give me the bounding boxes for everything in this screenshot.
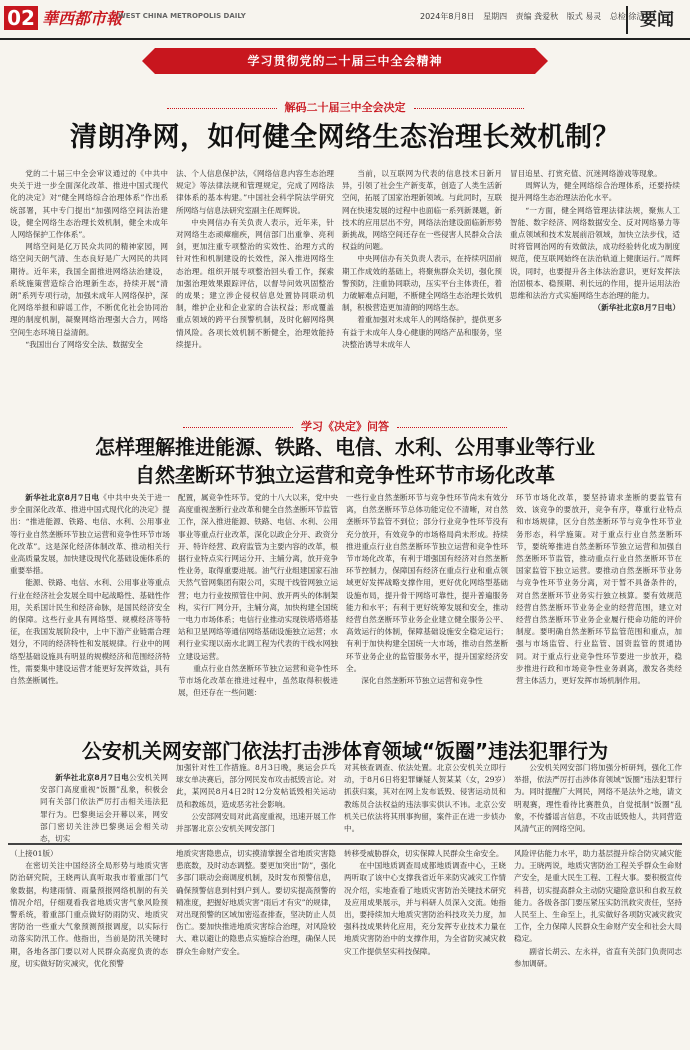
- article4-column-4: 风险评估能力水平，助力基层提升综合防灾减灾能力。王晓两说，地质灾害防治工程关乎群众生命财产安全，是重大民生工程、工程大事。要积极宣传科普，切实提高群众主动防灾避险意识和自救互救能力。各级各部门要压紧压实防汛救灾责任，坚持人民至上、生命至上，扎实做好各项防灾减灾救灾工作，全力保障人民群众生命财产安全和社会大局稳定。 副省长胡云、左永祥，省直有关部门负责同志参加调研。: [514, 849, 682, 968]
- article2-kicker: 学习《决定》问答: [0, 418, 690, 434]
- newspaper-logo: 華西都市報: [42, 9, 123, 28]
- article3-dateline: 新华社北京8月7日电: [55, 773, 130, 782]
- issue-weekday: 星期四: [483, 12, 508, 21]
- page-number: 02: [4, 6, 38, 30]
- article3-column-2: 加强针对性工作措施。8月3日晚，奥运会乒乓球女单决赛后，部分网民发布攻击抵毁言论。对此，某网民8月4日2时12分发帖诋毁相关运动员和教练员，造成恶劣社会影响。 公安部网安局对此高度重视，迅速开展工作并部署北京公安机关网安部门: [176, 763, 336, 834]
- topic-banner: 学习贯彻党的二十届三中全会精神: [155, 48, 535, 74]
- article2-title: 怎样理解推进能源、铁路、电信、水利、公用事业等行业 自然垄断环节独立运营和竞争性环节市场化改革: [95, 435, 595, 487]
- issue-meta: [420, 11, 650, 22]
- article1-column-1: 党的二十届三中全会审议通过的《中共中央关于进一步全面深化改革、推进中国式现代化的决定》对“健全网络综合治理体系”作出系统部署，其中专门提出“加强网络空间法治建设，健全网络生态治理长效机制，健全未成年人网络保护工作体系”。 网络空间是亿万民众共同的精神家园，网络空间天朗气清、生态良好是广大网民的共同期待。近年来，我国全面推进网络法治建设，系统施策营造综合治理新生态，持续开展“清朗”系列专项行动，加强未成年人网络保护，深化网络举报和辟谣工作，不断优化社会协同治理的制度机制，凝聚网络治理强大合力，网络空间生态环境日益清朗。 “我国出台了网络安全法、数据安全: [10, 169, 168, 349]
- article3-title: 公安机关网安部门依法打击涉体育领域“饭圈”违法犯罪行为: [81, 739, 609, 763]
- article3-column-4: 公安机关网安部门将加强分析研判，强化工作举措，依法严厉打击涉体育领域“饭圈”违法犯罪行为。同时提醒广大网民，网络不是法外之地，请文明观赛，理性看待比赛胜负，自觉抵制“饭圈”乱象，不传播谣言信息，不攻击诋毁他人，共同营造风清气正的网络空间。: [514, 763, 682, 834]
- article1-kicker: 解码二十届三中全会决定: [0, 99, 690, 115]
- article2-column-1: 新华社北京8月7日电《中共中央关于进一步全面深化改革、推进中国式现代化的决定》提出：“推进能源、铁路、电信、水利、公用事业等行业自然垄断环节独立运营和竞争性环节市场化改革”。这是深化经济体制改革、推动相关行业高质量发展，加快建设现代化基础设施体系的重要举措。 能源、铁路、电信、水利、公用事业等重点行业在经济社会发展全局中起战略性、基础性作用，关系国计民生和经济命脉，是国民经济安全的保障。这些行业具有网络型、规模经济等特征，在我国发展阶段中，上中下游产业链需合理划分，不同的经济特性和发展规律。行业中的网络型基础设施具有明显的规模经济和范围经济特性，需要集中建设运营才能更好发挥效益，具有自然垄断属性。: [10, 493, 171, 686]
- page-header: [0, 0, 690, 40]
- article1-column-4: 冒目追星、打赏充值、沉迷网络游戏等现象。 周辉认为，健全网络综合治理体系，还要持续提升网络生态治理法治化水平。 “一方面，健全网络管理法律法规，聚焦人工智能、数字经济、网络数据安全、反对网络暴力等重点领域和技术发展前沿领域，加快立法步伐，适时将管网治网的有效做法，成功经验转化成为制度规范，使互联网始终在法治轨道上健康运行。”周辉说，同时，也要提升各主体法治意识，更好发挥法治固根本、稳预期、利长远的作用，提升运用法治思维和法治方式实施网络生态治理的能力。 （新华社北京8月7日电）: [510, 168, 680, 408]
- layout-editor: 版式 易灵: [566, 12, 602, 21]
- article1-column-3: 当前，以互联网为代表的信息技术日新月异，引领了社会生产新变革，创造了人类生活新空间，拓展了国家治理新领域。与此同时，互联网在快速发展的过程中也面临一系列新课题，新技术的应用层出不穷，网络法治建设面临新形势新挑战，网络空间还存在一些侵害人民群众合法权益的问题。 中央网信办有关负责人表示，在持续巩固前期工作成效的基础上，将聚焦群众关切，强化预警预防，注重协同联动，压实平台主体责任，着力破解难点问题，不断健全网络生态治理长效机制，积极营造更加清朗的网络生态。 着重加强对未成年人的网络保护，提供更多有益于未成年人身心健康的网络产品和服务，坚决整治诱导未成年人: [342, 169, 502, 349]
- article2-column-3: 一些行业自然垄断环节与竞争性环节尚未有效分离，自然垄断环节总体功能定位不清晰，对自然垄断环节监管不到位；部分行业竞争性环节没有充分放开，有效竞争的市场格局尚未形成。持续推进重点行业自然垄断环节独立运营和竞争性环节市场化改革，有利于增强国有经济对自然垄断环节控制力，保障国有经济在重点行业和重点领域更好发挥战略支撑作用，更好优化网络型基础设施布局，提升骨干网络可靠性，提升普遍服务能力和水平；有利于更好统筹发展和安全，推动经营自然垄断环节业务企业建立健全服务公平、高效运行的体制，保障基础设施安全稳定运行；有利于加快构建全国统一大市场，推动自然垄断环节业务企业的监管服务水平，提升国家经济安全。 深化自然垄断环节独立运营和竞争性: [346, 493, 508, 686]
- newspaper-logo-en: WEST CHINA METROPOLIS DAILY: [118, 12, 246, 20]
- article4-column-2: 地质灾害隐患点，切实摸清掌握全省地质灾害隐患底数，及时动态调整。要更加突出“防”，强化多部门联动会商调度机制，及时发布预警信息，确保预警信息到村到户到人。要切实提高预警的精准度，把握好地质灾害“雨后才有灾”的规律，对出现预警的区域加密巡查排查，坚决防止人员伤亡。要加快推进地质灾害综合治理，对风险较大、难以避让的隐患点实施综合治理，确保人民群众生命财产安全。: [176, 849, 336, 956]
- article1-title: 清朗净网，如何健全网络生态治理长效机制？: [70, 122, 620, 153]
- section-divider: [8, 843, 682, 845]
- section-name: 要闻: [626, 6, 686, 34]
- article2-dateline: 新华社北京8月7日电: [25, 493, 100, 502]
- article1-column-2: 法、个人信息保护法，《网络信息内容生态治理规定》等法律法规和管理规定，完成了网络法律体系的基本构建。”中国社会科学院法学研究所网络与信息法研究室副主任周辉说。 中央网信办有关负责人表示，近年来，针对网络生态顽瘴痼疾，网信部门出重拳、亮利剑，更加注重专项整治的实效性、治理方式的针对性和机制建设的长效性，深入推进网络生态治理。组织开展专项整治回头看工作，探索加强治理效果跟踪评估，以督导问效巩固整治的成果；建立涉企侵权信息处置协同联动机制，维护企业和企业家的合法权益；形成覆盖重点领域的跨平台预警机制，及时化解网络舆情风险。各项长效机制不断健全，治理效能持续提升。: [176, 169, 334, 349]
- article2-column-2: 配置，属竞争性环节。党的十八大以来，党中央高度重视垄断行业改革和健全自然垄断环节监管工作，深入推进能源、铁路、电信、水利、公用事业等重点行业改革，深化以政企分开、政资分开、特许经营、政府监管为主要内容的改革，根据行业特点实行网运分开、主辅分离，放开竞争性业务，取得重要进展。油气行业组建国家石油天然气管网集团有限公司，实现干线管网独立运营；电力行业按照管住中间、放开两头的体制架构，实行厂网分开，主辅分离，加快构建全国统一电力市场体系；电信行业推动实现铁塔塔塔基站和卫星网络等通信网络基础设施独立运营；水利行业实现以南水北调工程为代表的干线水网独立建设运营。 重点行业自然垄断环节独立运营和竞争性环节市场化改革在推进过程中，虽然取得积极进展，但还存在一些问题：: [178, 493, 338, 698]
- article4-column-1: （上接01版） 在密切关注中国经济全局形势与地质灾害防治研究院，王晓两认真听取我市着重部门气象数据，构建雨情、雨量预报网络机制的有关情况介绍，仔细观看我省地质灾害气象风险预警系统，着重部门重点做好防雨防灾、地质灾害防治一些重大气象预测预报调度，以实际行动落实防汛工作。他指出，当前是防汛关键时期，各地各部门要以对人民群众高度负责的态度，切实做好防灾减灾，优化预警: [10, 849, 168, 968]
- article2-column-4: 环节市场化改革，要坚持请求垄断的要监管有效、该竞争的要放开，竞争有序，尊重行业特点和市场规律，区分自然垄断环节与竞争性环节业务形态，科学施策。对于重点行业自然垄断环节，要统筹推进自然垄断环节独立运营和加强自然垄断环节监管，推动重点行业自然垄断环节在国家监管下独立运营。要推动自然垄断环节业务与竞争性环节业务分离，对于暂不具备条件的，对自然垄断环节业务实行独立核算。要有效规范经营自然垄断环节业务企业的经营范围，建立对经营自然垄断环节业务企业履行使命功能的评价制度。要明确自然垄断环节监管范围和重点，加强与市场监管、行业监管、国资监管的贯通协同。对于重点行业竞争性环节要进一步放开，稳步推进行政和市场竞争性业务剥离，激发各类经营主体活力，更好发挥市场机制作用。: [516, 493, 682, 686]
- editor: 责编 龚爱秋: [515, 12, 559, 21]
- article4-column-3: 转移受威胁群众，切实保障人民群众生命安全。 在中国地质调查局成都地质调查中心，王晓两听取了该中心支撑我省近年来防灾减灾工作情况介绍，实地查看了地质灾害防治关键技术研究及应用成果展示，并与科研人员深入交流。她指出，要持续加大地质灾害防治科技攻关力度，加强科技成果转化应用，充分发挥专业技术力量在地质灾害防治中的支撑作用，为全省防灾减灾救灾工作提供坚实科技保障。: [344, 849, 506, 956]
- issue-date: 2024年8月8日: [420, 12, 475, 21]
- article3-column-3: 对其核查调查、依法处置。北京公安机关立即行动，于8月6日将犯罪嫌疑人贺某某（女，29岁）抓获归案，其对在网上发布诋毁、侵害运动员和教练员合法权益的违法事实供认不讳。北京公安机关已依法将其刑事拘留，案件正在进一步侦办中。: [344, 763, 506, 834]
- article1-signature: （新华社北京8月7日电）: [593, 303, 680, 313]
- article3-column-1: 新华社北京8月7日电公安机关网安部门高度重视“饭圈”乱象，积极会同有关部门依法严厉打击相关违法犯罪行为。巴黎奥运会开幕以来，网安部门密切关注涉巴黎奥运会相关动态，切实: [40, 773, 168, 844]
- chief-checker: 总检 徐洁: [609, 12, 645, 21]
